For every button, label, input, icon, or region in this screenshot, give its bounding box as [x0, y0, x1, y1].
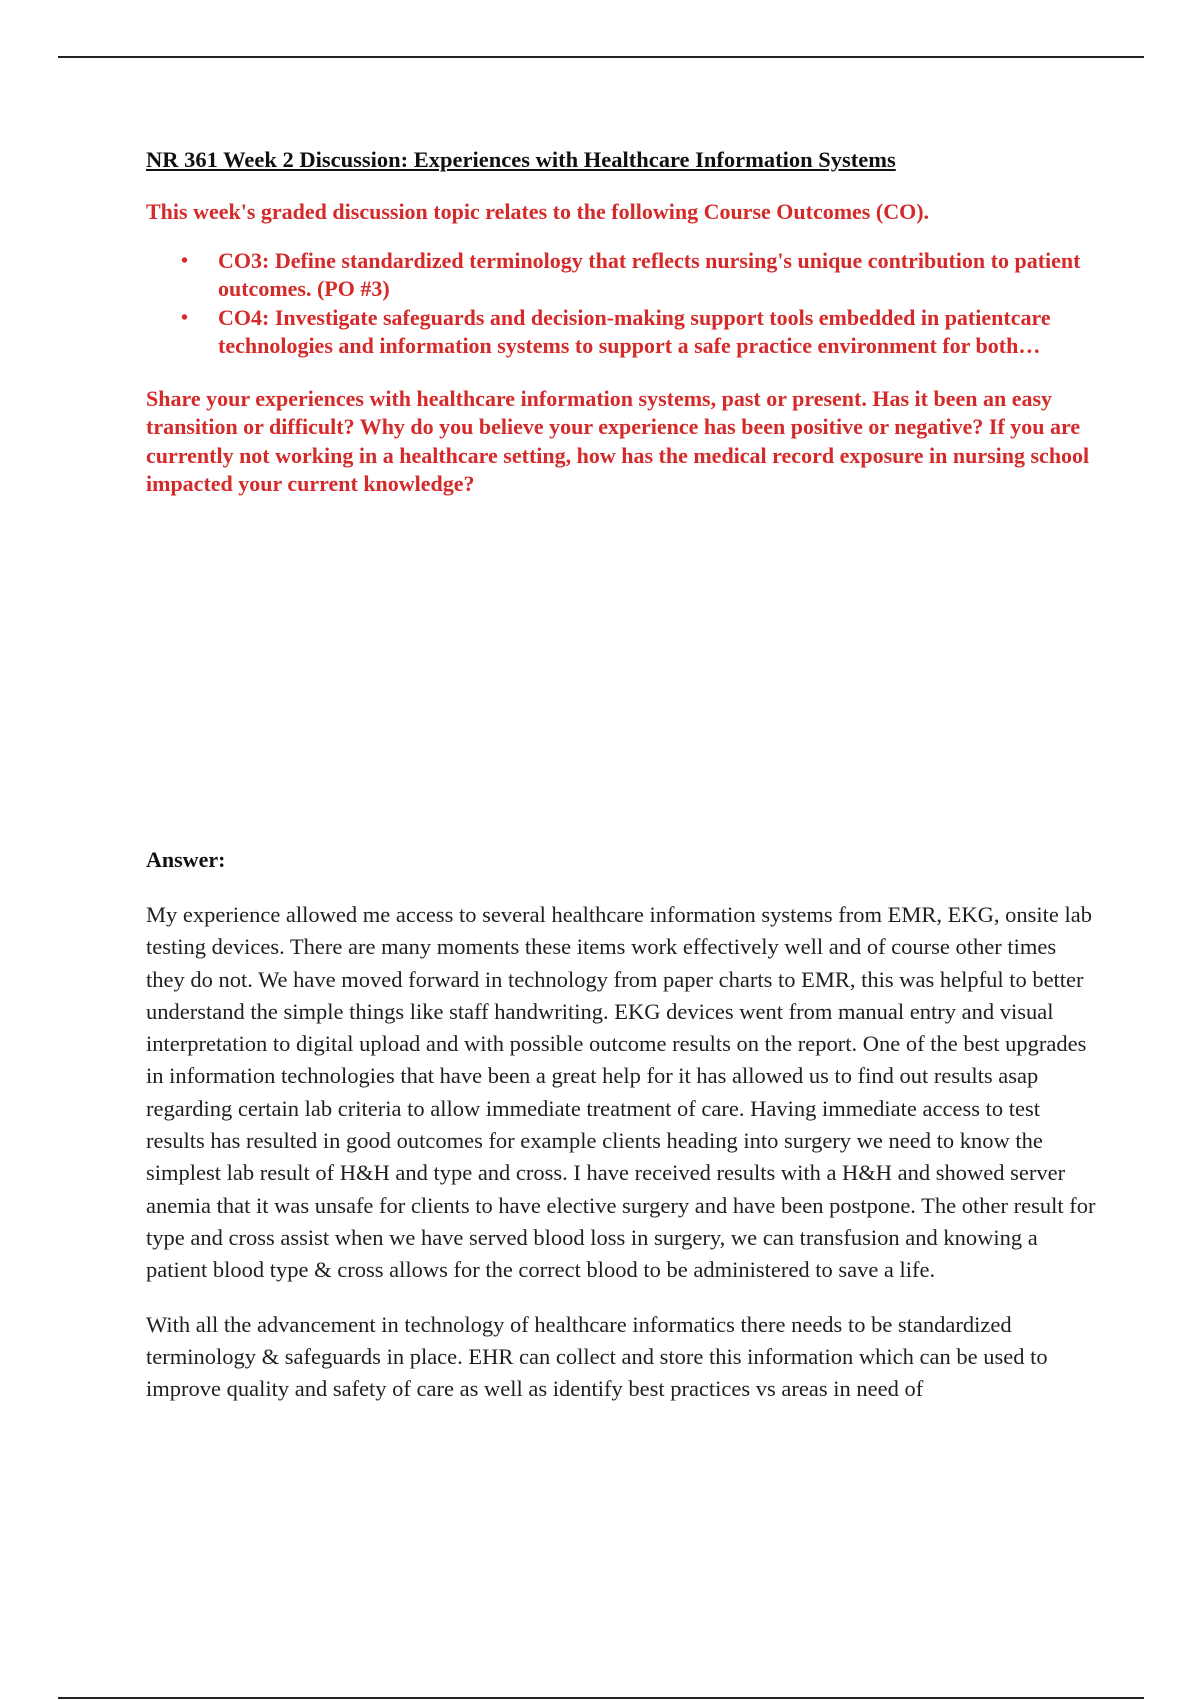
bottom-rule: [58, 1697, 1144, 1699]
page-title: NR 361 Week 2 Discussion: Experiences with Healthcare Information Systems: [146, 147, 896, 172]
outcome-text: CO4: Investigate safeguards and decision-making support tools embedded in patientcare technologies and information systems to support a safe practice environment for both…: [218, 304, 1051, 358]
bullet-icon: •: [181, 249, 189, 272]
answer-paragraph: With all the advancement in technology of healthcare informatics there needs to be standardized terminology & safeguards in place. EHR can collect and store this information which can be used to improve quality and safety of care as well as identify best practices vs areas in need of: [146, 1311, 1048, 1402]
answer-paragraph: My experience allowed me access to several healthcare information systems from EMR, EKG, onsite lab testing devices. There are many moments these items work effectively well and of course other times they do not. We have moved forward in technology from paper charts to EMR, this was helpful to better understand the simple things like staff handwriting. EKG devices went from manual entry and visual interpretation to digital upload and with possible outcome results on the report. One of the best upgrades in information technologies that have been a great help for it has allowed us to find out results asap regarding certain lab criteria to allow immediate treatment of care. Having immediate access to test results has resulted in good outcomes for example clients heading into surgery we need to know the simplest lab result of H&H and type and cross. I have received results with a H&H and showed server anemia that it was unsafe for clients to have elective surgery and have been postpone. The other result for type and cross assist when we have served blood loss in surgery, we can transfusion and knowing a patient blood type & cross allows for the correct blood to be administered to save a life.: [146, 902, 1096, 1283]
list-item: [181, 304, 1096, 361]
list-item: [181, 247, 1096, 304]
document-header-section: [146, 144, 1096, 499]
course-outcomes-list: [146, 247, 1096, 361]
discussion-prompt: Share your experiences with healthcare information systems, past or present. Has it been an easy transition or difficult? Why do you believe your experience has been positive or negative? If you are currently not working in a healthcare setting, how has the medical record exposure in nursing school impacted your current knowledge?: [146, 385, 1090, 496]
answer-label: Answer:: [146, 847, 226, 872]
answer-body: [146, 899, 1096, 1427]
bullet-icon: •: [181, 306, 189, 329]
course-outcomes-intro: This week's graded discussion topic relates to the following Course Outcomes (CO).: [146, 199, 930, 224]
top-rule: [58, 56, 1144, 58]
outcome-text: CO3: Define standardized terminology that reflects nursing's unique contribution to patient outcomes. (PO #3): [218, 247, 1081, 301]
